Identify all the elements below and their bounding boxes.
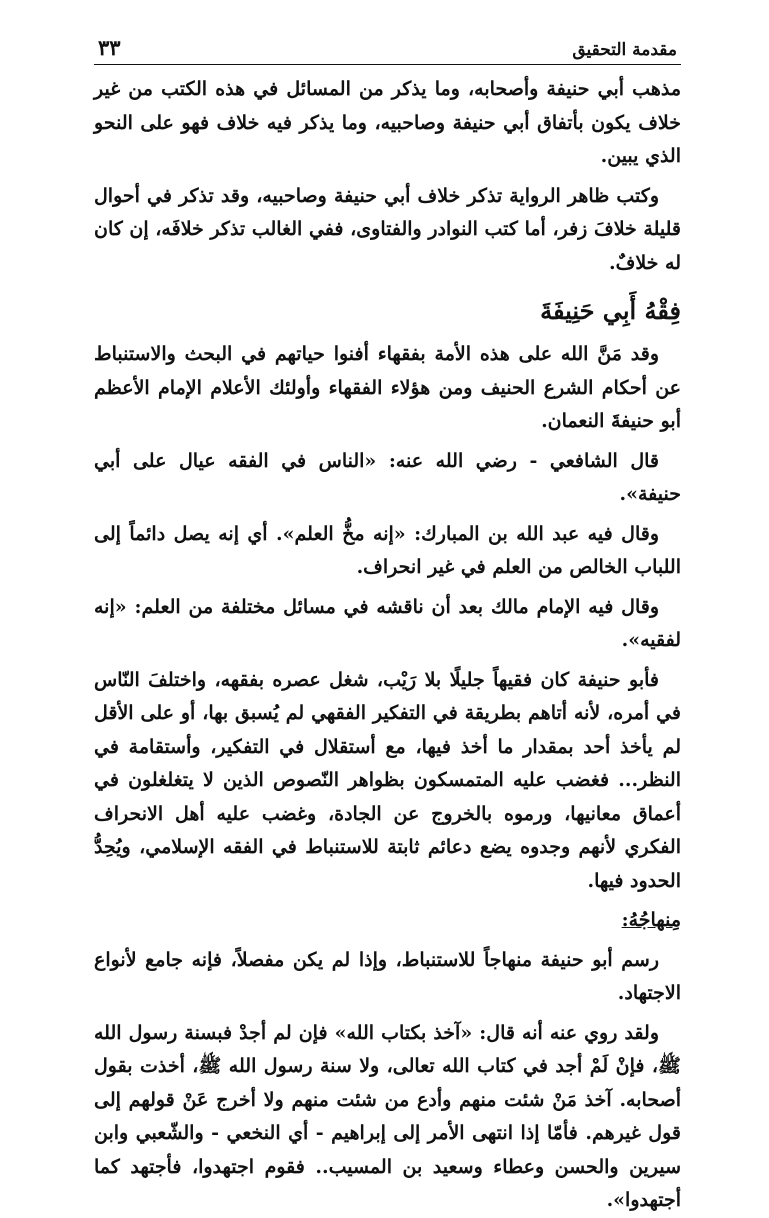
paragraph: وقال فيه الإمام مالك بعد أن ناقشه في مسائل مختلفة من العلم: «إنه لفقيه». xyxy=(94,595,681,651)
paragraph: ولقد روي عنه أنه قال: «آخذ بكتاب الله» فإن لم أجدْ فبسنة رسول الله ﷺ، فإنْ لَمْ أجد في كتاب الله تعالى، ولا سنة رسول الله ﷺ، أخذت بقول أصحابه. آخذ مَنْ شئت منهم وأدع من شئت منهم ولا أخرج عَنْ قولهم إلى قول غيرهم. فأمّا إذا انتهى الأمر إلى إبراهيم - أي النخعي - والشّعبي وابن سيرين والحسن وعطاء وسعيد بن المسيب.. فقوم اجتهدوا، فأجتهد كما أجتهدوا». xyxy=(94,1021,681,1211)
section-title: فِقْهُ أَبِي حَنِيفَةَ xyxy=(540,296,681,325)
running-title: مقدمة التحقيق xyxy=(572,40,677,60)
paragraph: وكتب ظاهر الرواية تذكر خلاف أبي حنيفة وصاحبيه، وقد تذكر في أحوال قليلة خلافَ زفر، أما كتب النوادر والفتاوى، ففي الغالب تذكر خلافَه، إن كان له خلافٌ. xyxy=(94,184,681,274)
running-header xyxy=(94,30,681,65)
main-text xyxy=(94,73,681,1218)
paragraph: قال الشافعي - رضي الله عنه: «الناس في الفقه عيال على أبي حنيفة». xyxy=(94,449,681,505)
paragraph: وقال فيه عبد الله بن المبارك: «إنه مخُّ العلم». أي إنه يصل دائماً إلى اللباب الخالص من العلم في غير انحراف. xyxy=(94,522,681,578)
page-number: ٣٣ xyxy=(98,35,121,60)
paragraph: فأبو حنيفة كان فقيهاً جليلًا بلا رَيْب، شغل عصره بفقهه، واختلفَ النّاس في أمره، لأنه أتاهم بطريقة في التفكير الفقهي لم يُسبق بها، أو على الأقل لم يأخذ أحد بمقدار ما أخذ فيها، مع أستقلال في التفكير، وأستقامة في النظر... فغضب عليه المتمسكون بظواهر النّصوص الذين لا يتغلغلون في أعماق معانيها، ورموه بالخروج عن الجادة، وغضب عليه أهل الانحراف الفكري لأنهم وجدوه يضع دعائم ثابتة للاستنباط في الفقه الإسلامي، ويُحِدُّ الحدود فيها. xyxy=(94,668,681,892)
subheading: مِنهاجُهُ: xyxy=(621,909,681,931)
paragraph: مذهب أبي حنيفة وأصحابه، وما يذكر من المسائل في هذه الكتب من غير خلاف يكون بأتفاق أبي حنيفة وصاحبيه، وما يذكر فيه خلاف فهو على النحو الذي يبين. xyxy=(94,78,681,167)
paragraph: رسم أبو حنيفة منهاجاً للاستنباط، وإذا لم يكن مفصلاً، فإنه جامع لأنواع الاجتهاد. xyxy=(94,948,681,1004)
paragraph: وقد مَنَّ الله على هذه الأمة بفقهاء أفنوا حياتهم في البحث والاستنباط عن أحكام الشرع الحنيف ومن هؤلاء الفقهاء وأولئك الأعلام الإمام الأعظم أبو حنيفةَ النعمان. xyxy=(94,343,681,432)
